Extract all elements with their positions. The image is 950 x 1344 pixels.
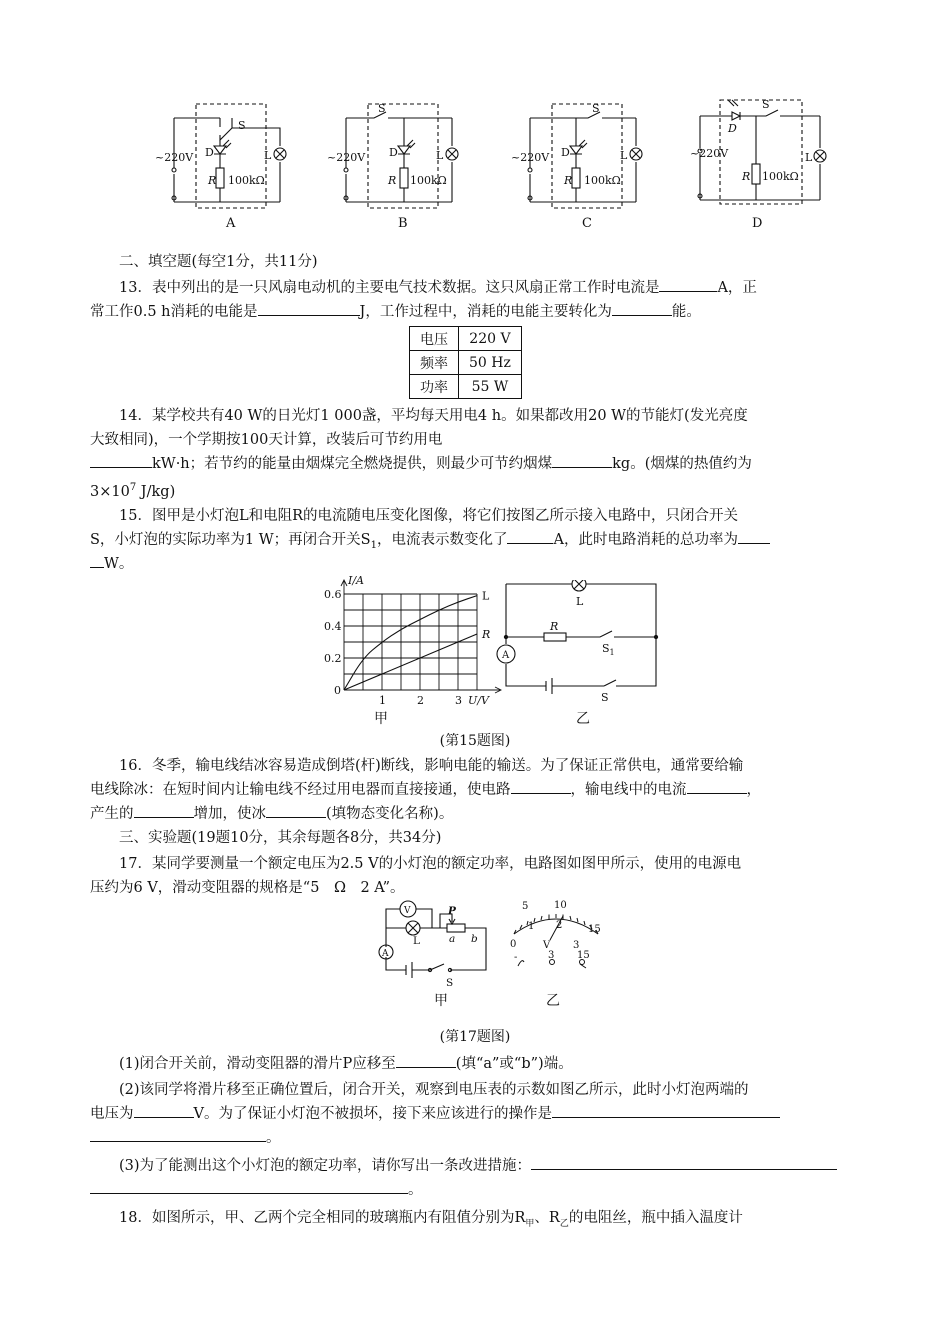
switch-label-b: S (378, 102, 386, 115)
q17-blank-improve[interactable] (531, 1155, 837, 1170)
meter-terminal-3: 3 (548, 950, 555, 961)
q17-lamp-label: L (413, 935, 420, 947)
q17-caption: (第17题图) (439, 1029, 511, 1045)
q14-line3: kW·h；若节约的能量由烟煤完全燃烧提供，则最少可节约烟煤 kg。(烟煤的热值约为 (90, 452, 860, 477)
voltage-label-a: ~220V (155, 151, 194, 164)
q17-p1: (1)闭合开关前，滑动变阻器的滑片P应移至 (填“a”或“b”)端。 (90, 1052, 860, 1077)
y-axis (341, 580, 347, 690)
q17-ammeter-label: A (382, 949, 389, 959)
meter-symbol: V (543, 940, 551, 951)
meter-bottom-tick-1: 1 (528, 921, 535, 932)
q17-blank-improve-cont[interactable] (90, 1179, 408, 1194)
q17-a-label: a (449, 933, 456, 945)
diode-label-d: D (728, 122, 737, 135)
q17-fig-jia: 甲 (434, 993, 448, 1009)
option-label-a: A (226, 216, 236, 231)
q17-voltmeter-dial (500, 896, 610, 984)
meter-top-tick-10: 10 (554, 900, 567, 911)
y-tick-label: 0.6 (324, 588, 342, 601)
option-label-c: C (582, 216, 592, 231)
q15-fig-yi: 乙 (576, 711, 590, 727)
q16-blank-heat[interactable] (134, 803, 194, 818)
q17-fig-yi: 乙 (546, 993, 560, 1009)
resistance-label-a: 100kΩ (228, 174, 265, 187)
table-row (410, 327, 522, 351)
x-axis-label: U/V (468, 694, 489, 707)
q15-blank-current[interactable] (507, 529, 553, 544)
q14-line1: 14．某学校共有40 W的日光灯1 000盏，平均每天用电4 h。如果都改用20 W的节能灯(发光亮度 (119, 408, 748, 424)
q16-line3: 产生的 增加，使冰 (填物态变化名称)。 (90, 802, 860, 827)
switch-label-a: S (238, 119, 246, 132)
q13-line2: 常工作0.5 h消耗的电能是 J，工作过程中，消耗的电能主要转化为 能。 (90, 300, 860, 325)
q14-line2: 大致相同)，一个学期按100天计算，改装后可节约用电 (90, 432, 443, 448)
y-tick-label: 0.2 (324, 652, 342, 665)
q15-line1: 15．图甲是小灯泡L和电阻R的电流随电压变化图像，将它们按图乙所示接入电路中，只闭合开关 (119, 508, 738, 524)
series-label-R: R (482, 628, 491, 641)
q17-p2-line2: 电压为 V。为了保证小灯泡不被损坏，接下来应该进行的操作是 (90, 1102, 860, 1127)
section3-title: 三、实验题(19题10分，其余每题各8分，共34分) (119, 830, 442, 846)
voltage-label-d: ~220V (690, 147, 729, 160)
q18-line1: 18．如图所示，甲、乙两个完全相同的玻璃瓶内有阻值分别为$R_甲$、$R_乙$的电阻丝，瓶中插入温度计 (119, 1210, 743, 1229)
q15-blank-power[interactable] (738, 529, 770, 544)
resistor-label-c: R (564, 174, 573, 187)
origin-label: 0 (334, 684, 341, 697)
q17-blank-end[interactable] (396, 1053, 456, 1068)
switch-label-d: S (762, 98, 770, 111)
table-cell: 220 V (459, 327, 522, 351)
lamp-label-d: L (805, 151, 813, 164)
q17-line2: 压约为6 V，滑动变阻器的规格是“5 Ω 2 A”。 (90, 880, 405, 896)
option-label-b: B (398, 216, 408, 231)
resistance-label-b: 100kΩ (410, 174, 447, 187)
q15-line2: S，小灯泡的实际功率为1 W；再闭合开关$S_1$，电流表示数变化了 A，此时电路消耗的总功率为 (90, 528, 860, 558)
q17-blank-voltage[interactable] (134, 1103, 194, 1118)
x-tick-label: 2 (417, 694, 424, 707)
q15-circuit-ammeter-label: A (502, 650, 510, 661)
x-tick-label: 3 (455, 694, 462, 707)
fan-spec-table (409, 326, 522, 399)
q13-blank-form[interactable] (612, 301, 672, 316)
meter-bottom-tick-0: 0 (510, 939, 517, 950)
diode-label-a: D (205, 146, 214, 159)
q17-switch-label: S (446, 977, 454, 989)
q17-p3-line1: (3)为了能测出这个小灯泡的额定功率，请你写出一条改进措施： (90, 1154, 860, 1179)
q14-blank-coal[interactable] (552, 453, 612, 468)
q17-blank-operation-cont[interactable] (90, 1127, 266, 1142)
q15-circuit (488, 580, 668, 716)
voltage-label-c: ~220V (511, 151, 550, 164)
lamp-label-c: L (620, 149, 628, 162)
circuit-options-figure (150, 92, 840, 237)
meter-terminal-15: 15 (577, 950, 590, 961)
q17-blank-operation[interactable] (552, 1103, 780, 1118)
lamp-label-a: L (264, 149, 272, 162)
q15-blank-power-tail (90, 553, 104, 568)
q15-iu-chart (322, 574, 502, 724)
voltage-label-b: ~220V (327, 151, 366, 164)
diode-label-c: D (561, 146, 570, 159)
meter-top-tick-15: 15 (588, 924, 601, 935)
q15-circuit-resistor-label: R (550, 620, 559, 633)
q16-line1: 16．冬季，输电线结冰容易造成倒塔(杆)断线，影响电能的输送。为了保证正常供电，通常要给输 (119, 758, 744, 774)
q15-line3: W。 (90, 552, 860, 577)
table-cell: 55 W (459, 375, 522, 399)
q17-voltmeter-label: V (404, 906, 411, 916)
q17-p2-line3: 。 (90, 1126, 860, 1151)
q14-line4: $3\times 10^7$ J/kg) (90, 482, 176, 500)
q15-circuit-s-label: S (601, 691, 609, 704)
lamp-label-b: L (436, 149, 444, 162)
diode-label-b: D (389, 146, 398, 159)
table-row (410, 375, 522, 399)
resistance-label-c: 100kΩ (584, 174, 621, 187)
table-cell: 电压 (410, 327, 459, 351)
resistor-label-d: R (742, 170, 751, 183)
q17-circuit (370, 894, 500, 989)
q17-slider-label: P (448, 905, 456, 917)
q13-blank-energy[interactable] (258, 301, 360, 316)
meter-terminal-neg: - (514, 952, 518, 963)
q15-caption: (第15题图) (439, 733, 511, 749)
q17-p2-line1: (2)该同学将滑片移至正确位置后，闭合开关，观察到电压表的示数如图乙所示，此时小灯泡两端的 (119, 1082, 749, 1098)
series-label-L: L (482, 589, 490, 603)
resistance-label-d: 100kΩ (762, 170, 799, 183)
q14-blank-energy[interactable] (90, 453, 152, 468)
resistor-label-b: R (388, 174, 397, 187)
y-tick-label: 0.4 (324, 620, 342, 633)
q17-line1: 17．某同学要测量一个额定电压为2.5 V的小灯泡的额定功率，电路图如图甲所示，使用的电源电 (119, 856, 742, 872)
q16-blank-phase[interactable] (266, 803, 326, 818)
table-cell: 频率 (410, 351, 459, 375)
table-row (410, 351, 522, 375)
meter-top-tick-5: 5 (522, 901, 529, 912)
table-cell: 50 Hz (459, 351, 522, 375)
meter-bottom-tick-2: 2 (556, 920, 563, 931)
q17-p3-line2: 。 (90, 1178, 860, 1203)
q13-line1: 13．表中列出的是一只风扇电动机的主要电气技术数据。这只风扇正常工作时电流是 A，正 (90, 276, 860, 301)
q15-circuit-lamp-label: L (576, 595, 584, 608)
table-cell: 功率 (410, 375, 459, 399)
q15-circuit-s1-label: $S_1$ (602, 642, 615, 657)
section2-title: 二、填空题(每空1分，共11分) (119, 254, 318, 270)
q16-blank-current[interactable] (687, 779, 747, 794)
y-axis-label: I/A (348, 574, 364, 587)
q15-fig-jia: 甲 (374, 711, 388, 727)
meter-bottom-tick-3: 3 (573, 940, 580, 951)
x-tick-label: 1 (379, 694, 386, 707)
q13-blank-current[interactable] (659, 277, 717, 292)
resistor-label-a: R (208, 174, 217, 187)
x-axis (344, 687, 501, 693)
q16-blank-circuit[interactable] (511, 779, 571, 794)
q17-b-label: b (471, 933, 478, 945)
option-label-d: D (752, 216, 763, 231)
switch-label-c: S (592, 102, 600, 115)
q16-line2: 电线除冰：在短时间内让输电线不经过用电器而直接接通，使电路 ，输电线中的电流 ， (90, 778, 860, 803)
